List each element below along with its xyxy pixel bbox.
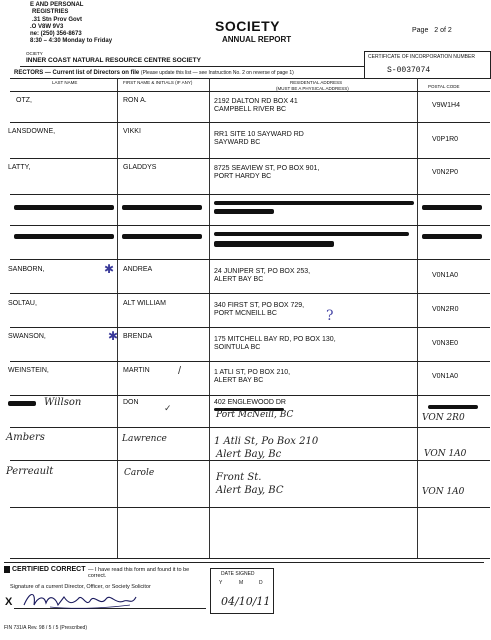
checkmark-icon: /: [178, 365, 182, 377]
registrar-line: .31 Stn Prov Govt: [32, 16, 83, 23]
director-postal-code: V0N3E0: [432, 340, 459, 347]
row-rule: [10, 225, 490, 226]
director-address-line1: RR1 SITE 10 SAYWARD RD: [214, 131, 304, 138]
column-header-address: RESIDENTIAL ADDRESS: [290, 80, 343, 85]
row-rule: [10, 427, 490, 428]
handwritten-address-line2: Alert Bay, Bc: [216, 449, 282, 460]
column-rule: [417, 78, 418, 558]
handwritten-signature: [20, 587, 140, 613]
directors-instruction: (Please update this list — see Instruction No. 2 on reverse of page 1): [140, 70, 294, 76]
director-postal-code: V9W1H4: [432, 102, 461, 109]
strikeout-mark: [214, 241, 334, 247]
director-address-line1: 8725 SEAVIEW ST, PO BOX 901,: [214, 165, 320, 172]
certified-marker: [4, 566, 10, 573]
director-address-line2: SOINTULA BC: [214, 344, 261, 351]
column-header-address-note: (MUST BE A PHYSICAL ADDRESS): [276, 86, 349, 91]
handwritten-address-line2: Alert Bay, BC: [216, 485, 284, 496]
handwritten-last-name: Ambers: [6, 432, 45, 443]
column-rule: [209, 78, 210, 558]
director-address-line1: 402 ENGLEWOOD DR: [214, 399, 286, 406]
row-rule: [10, 293, 490, 294]
director-last-name: SANBORN,: [8, 266, 45, 273]
page-label: Page: [412, 27, 429, 34]
director-postal-code: V0N2P0: [432, 169, 459, 176]
director-address-line1: 175 MITCHELL BAY RD, PO BOX 130,: [214, 336, 336, 343]
strikeout-mark: [122, 234, 202, 239]
director-last-name: LANSDOWNE,: [8, 128, 56, 135]
strikeout-mark: [122, 205, 202, 210]
director-first-name: ALT WILLIAM: [123, 300, 166, 307]
strikeout-mark: [214, 209, 274, 214]
director-last-name: LATTY,: [8, 164, 31, 171]
form-identifier: FIN 731/A Rev. 98 / 5 / 5 (Prescribed): [4, 625, 87, 631]
column-rule: [117, 78, 118, 558]
director-last-name: SOLTAU,: [8, 300, 37, 307]
row-rule: [10, 460, 490, 461]
certified-block: [12, 566, 86, 573]
checkmark-icon: ✓: [164, 403, 172, 413]
handwritten-address: Port McNeill, BC: [216, 410, 294, 420]
director-last-name: OTZ,: [16, 97, 32, 104]
handwritten-last-name: Perreault: [6, 466, 54, 477]
page-total: 2: [447, 27, 452, 34]
director-first-name: MARTIN: [123, 367, 150, 374]
signature-caption: Signature of a current Director, Officer, or Society Solicitor: [10, 584, 151, 590]
director-address-line1: 340 FIRST ST, PO BOX 729,: [214, 302, 305, 309]
director-postal-code: V0P1R0: [432, 136, 459, 143]
handwritten-postal-code: VON 1A0: [422, 487, 465, 497]
director-last-name: SWANSON,: [8, 333, 46, 340]
row-rule: [10, 327, 490, 328]
row-rule: [10, 507, 490, 508]
registrar-line: REGISTRIES: [32, 9, 69, 16]
signature-x-mark: X: [5, 596, 13, 608]
row-rule: [10, 361, 490, 362]
certified-text: — I have read this form and found it to be correct.: [88, 567, 190, 579]
handwritten-last-name: Willson: [44, 397, 82, 408]
date-year-label: Y: [219, 580, 223, 586]
row-rule: [10, 395, 490, 396]
registrar-line: ne: (250) 356-8673: [30, 31, 82, 38]
handwritten-first-name: Carole: [124, 468, 155, 478]
date-day-label: D: [259, 580, 263, 586]
strikeout-mark: [14, 205, 114, 210]
row-rule: [10, 91, 490, 92]
footer-rule: [4, 562, 484, 563]
document-subtitle: ANNUAL REPORT: [222, 35, 292, 44]
row-rule: [10, 122, 490, 123]
director-address-line2: PORT MCNEILL BC: [214, 310, 277, 317]
question-mark: ?: [326, 308, 334, 324]
date-month-label: M: [239, 580, 244, 586]
directors-heading: [14, 70, 294, 76]
row-rule: [10, 259, 490, 260]
director-first-name: BRENDA: [123, 333, 153, 340]
director-first-name: ANDREA: [123, 266, 153, 273]
director-first-name: VIKKI: [123, 128, 141, 135]
directors-heading-text: RECTORS — Current list of Directors on file: [14, 70, 140, 76]
director-first-name: RON A.: [123, 97, 147, 104]
handwritten-first-name: Lawrence: [122, 434, 167, 444]
director-address-line2: SAYWARD BC: [214, 139, 261, 146]
director-address-line2: ALERT BAY BC: [214, 377, 264, 384]
page-number: [412, 27, 452, 34]
director-address-line1: 1 ATLI ST, PO BOX 210,: [214, 369, 291, 376]
director-address-line1: 2192 DALTON RD BOX 41: [214, 98, 298, 105]
strikeout-mark: [422, 234, 482, 239]
handwritten-address-line1: 1 Atli St, Po Box 210: [214, 436, 319, 447]
divider: [20, 66, 364, 67]
asterisk-mark: ✱: [104, 262, 115, 276]
certificate-label: CERTIFICATE OF INCORPORATION NUMBER: [368, 54, 475, 60]
date-signed-label: DATE SIGNED: [221, 571, 255, 577]
date-signed-value: 04/10/11: [221, 595, 271, 608]
director-address-line2: PORT HARDY BC: [214, 173, 272, 180]
registrar-line: .O V8W 9V3: [30, 23, 64, 30]
director-first-name: DON: [123, 399, 139, 406]
society-name: INNER COAST NATURAL RESOURCE CENTRE SOCIETY: [26, 57, 201, 64]
registrar-line: 8:30 – 4:30 Monday to Friday: [30, 38, 113, 45]
asterisk-mark: ✱: [108, 329, 119, 343]
certificate-box: [364, 51, 491, 79]
page-current: 2: [434, 27, 439, 34]
society-label: OCIETY: [26, 51, 43, 56]
director-first-name: GLADDYS: [123, 164, 157, 171]
strikeout-mark: [214, 201, 414, 205]
director-postal-code: V0N2R0: [432, 306, 459, 313]
strikeout-mark: [428, 405, 478, 409]
strikeout-mark: [14, 234, 114, 239]
strikeout-mark: [8, 401, 36, 406]
row-rule: [10, 158, 490, 159]
registrar-line: E AND PERSONAL: [30, 2, 84, 8]
page-of: of: [440, 27, 446, 34]
column-header-postal: POSTAL CODE: [428, 84, 460, 89]
strikeout-mark: [214, 232, 409, 236]
handwritten-postal-code: VON 2R0: [422, 413, 465, 423]
document-title: SOCIETY: [215, 18, 280, 34]
row-rule: [10, 194, 490, 195]
date-signed-box: [210, 568, 274, 614]
director-postal-code: V0N1A0: [432, 272, 459, 279]
certificate-number: S-0037074: [387, 66, 431, 75]
handwritten-address-line1: Front St.: [216, 472, 262, 483]
director-address-line2: ALERT BAY BC: [214, 276, 264, 283]
director-last-name: WEINSTEIN,: [8, 367, 49, 374]
registrar-contact: [30, 2, 112, 46]
handwritten-postal-code: VON 1A0: [424, 449, 467, 459]
row-rule: [10, 558, 490, 559]
director-address-line1: 24 JUNIPER ST, PO BOX 253,: [214, 268, 311, 275]
column-header-first: FIRST NAME & INITIALS (IF ANY): [123, 80, 193, 85]
strikeout-mark: [422, 205, 482, 210]
column-header-last: LAST NAME: [52, 80, 78, 85]
certified-heading: CERTIFIED CORRECT: [12, 566, 86, 573]
director-postal-code: V0N1A0: [432, 373, 459, 380]
director-address-line2: CAMPBELL RIVER BC: [214, 106, 287, 113]
table-top-rule: [10, 78, 490, 79]
